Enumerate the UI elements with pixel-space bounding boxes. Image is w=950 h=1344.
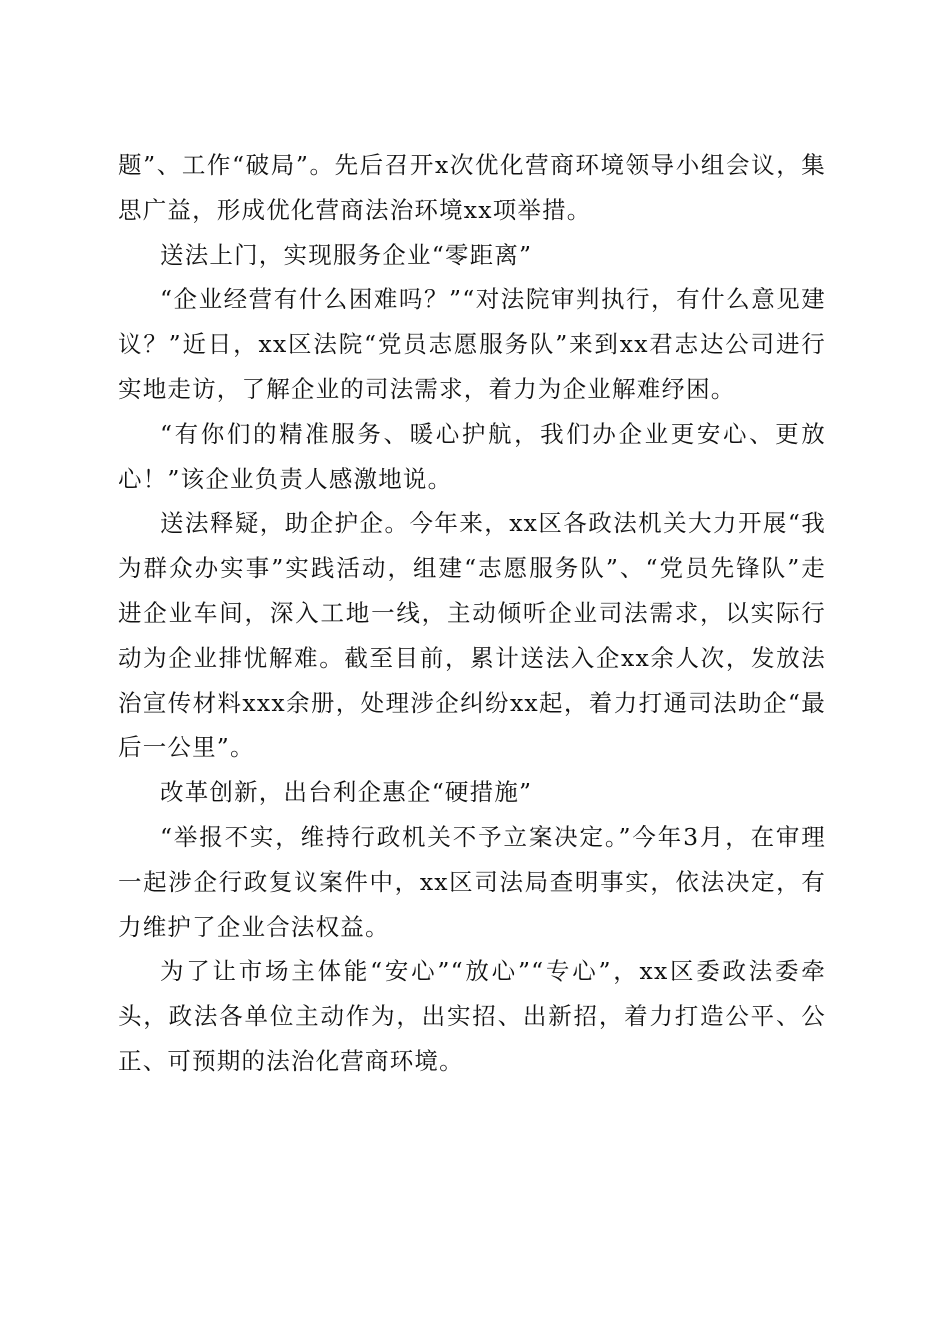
- paragraph-legal-service: 送法释疑，助企护企。今年来，xx区各政法机关大力开展“我为群众办实事”实践活动，组建“志愿服务队”、“党员先锋队”走进企业车间，深入工地一线，主动倾听企业司法需求，以实际行动为企业排忧解难。截至目前，累计送法入企xx余人次，发放法治宣传材料xxx余册，处理涉企纠纷xx起，着力打通司法助企“最后一公里”。: [118, 509, 826, 762]
- paragraph-administrative-review: “举报不实，维持行政机关不予立案决定。”今年3月，在审理一起涉企行政复议案件中，xx区司法局查明事实，依法决定，有力维护了企业合法权益。: [118, 822, 826, 941]
- section-heading-service: 送法上门，实现服务企业“零距离”: [160, 240, 533, 269]
- document-body: [118, 143, 826, 1084]
- paragraph-continuation: 题”、工作“破局”。先后召开x次优化营商环境领导小组会议，集思广益，形成优化营商法治环境xx项举措。: [118, 151, 826, 224]
- section-heading-reform: 改革创新，出台利企惠企“硬措施”: [160, 778, 533, 807]
- paragraph-business-environment: 为了让市场主体能“安心”“放心”“专心”，xx区委政法委牵头，政法各单位主动作为，出实招、出新招，着力打造公平、公正、可预期的法治化营商环境。: [118, 957, 826, 1075]
- paragraph-enterprise-quote: “有你们的精准服务、暖心护航，我们办企业更安心、更放心！”该企业负责人感激地说。: [118, 419, 826, 493]
- paragraph-court-visit: “企业经营有什么困难吗？”“对法院审判执行，有什么意见建议？”近日，xx区法院“党员志愿服务队”来到xx君志达公司进行实地走访，了解企业的司法需求，着力为企业解难纾困。: [118, 285, 826, 403]
